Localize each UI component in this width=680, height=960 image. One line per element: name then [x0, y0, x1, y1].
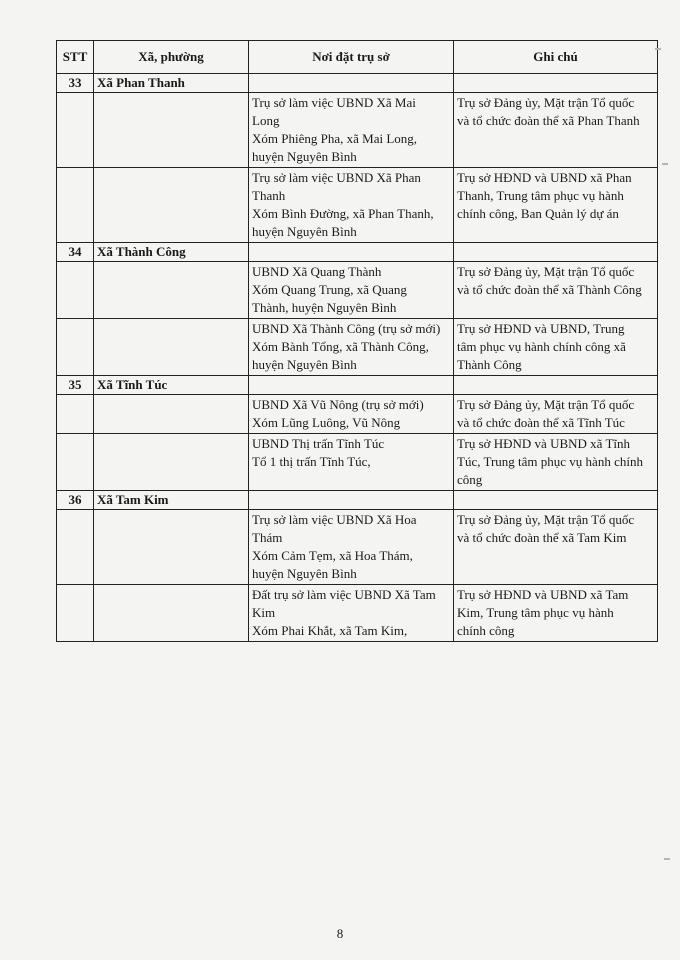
location-cell	[249, 510, 454, 585]
location-line: Xóm Phiêng Pha, xã Mai Long,	[252, 131, 418, 146]
group-commune-name: Xã Tam Kim	[94, 491, 249, 510]
scan-speck	[664, 858, 670, 860]
note-line: Trụ sở HĐND và UBND xã Tĩnh	[457, 436, 630, 451]
location-line: Xóm Bành Tổng, xã Thành Công,	[252, 339, 429, 354]
note-line: và tổ chức đoàn thể xã Phan Thanh	[457, 113, 640, 128]
empty-cell	[94, 319, 249, 376]
empty-cell	[454, 376, 658, 395]
note-line: Trụ sở Đảng ủy, Mặt trận Tổ quốc	[457, 264, 635, 279]
empty-cell	[94, 262, 249, 319]
empty-cell	[94, 93, 249, 168]
note-line: chính công	[457, 623, 515, 638]
empty-cell	[249, 376, 454, 395]
note-line: Trụ sở Đảng ủy, Mặt trận Tổ quốc	[457, 95, 635, 110]
location-line: Xóm Phai Khắt, xã Tam Kim,	[252, 623, 408, 638]
group-commune-name: Xã Thành Công	[94, 243, 249, 262]
header-commune: Xã, phường	[94, 41, 249, 74]
empty-cell	[57, 168, 94, 243]
note-line: Trụ sở HĐND và UBND xã Phan	[457, 170, 632, 185]
scan-speck	[662, 163, 668, 165]
empty-cell	[57, 510, 94, 585]
note-line: Trụ sở HĐND và UBND, Trung	[457, 321, 625, 336]
note-line: Thành Công	[457, 357, 522, 372]
table-row	[57, 319, 658, 376]
location-line: Trụ sở làm việc UBND Xã Phan	[252, 170, 421, 185]
location-line: Long	[252, 113, 280, 128]
note-cell	[454, 262, 658, 319]
location-line: Trụ sở làm việc UBND Xã Mai	[252, 95, 416, 110]
location-cell	[249, 395, 454, 434]
empty-cell	[94, 434, 249, 491]
note-cell	[454, 585, 658, 642]
empty-cell	[249, 243, 454, 262]
location-line: huyện Nguyên Bình	[252, 224, 357, 239]
empty-cell	[249, 491, 454, 510]
location-line: UBND Xã Thành Công (trụ sở mới)	[252, 321, 441, 336]
note-cell	[454, 319, 658, 376]
note-line: tâm phục vụ hành chính công xã	[457, 339, 626, 354]
table-row	[57, 434, 658, 491]
location-cell	[249, 168, 454, 243]
group-stt: 33	[57, 74, 94, 93]
note-line: và tổ chức đoàn thể xã Tĩnh Túc	[457, 415, 625, 430]
note-line: chính công, Ban Quản lý dự án	[457, 206, 619, 221]
table-header-row	[57, 41, 658, 74]
empty-cell	[94, 168, 249, 243]
location-line: Xóm Lũng Luông, Vũ Nông	[252, 415, 401, 430]
group-stt: 36	[57, 491, 94, 510]
group-commune-name: Xã Phan Thanh	[94, 74, 249, 93]
location-line: Kim	[252, 605, 276, 620]
location-cell	[249, 585, 454, 642]
location-line: Trụ sở làm việc UBND Xã Hoa	[252, 512, 417, 527]
note-cell	[454, 93, 658, 168]
page-number: 8	[336, 926, 344, 941]
table-row	[57, 585, 658, 642]
note-line: Trụ sở Đảng ủy, Mặt trận Tổ quốc	[457, 397, 635, 412]
scan-speck	[655, 48, 661, 50]
location-line: Xóm Quang Trung, xã Quang	[252, 282, 407, 297]
table-row	[57, 395, 658, 434]
empty-cell	[94, 585, 249, 642]
empty-cell	[454, 491, 658, 510]
empty-cell	[249, 74, 454, 93]
table-row	[57, 262, 658, 319]
empty-cell	[57, 585, 94, 642]
table-row	[57, 510, 658, 585]
location-line: Xóm Bình Đường, xã Phan Thanh,	[252, 206, 434, 221]
note-cell	[454, 434, 658, 491]
note-line: và tổ chức đoàn thể xã Tam Kim	[457, 530, 627, 545]
empty-cell	[454, 74, 658, 93]
note-line: Thanh, Trung tâm phục vụ hành	[457, 188, 624, 203]
location-line: UBND Xã Quang Thành	[252, 264, 382, 279]
table-row	[57, 93, 658, 168]
location-line: Thám	[252, 530, 283, 545]
note-cell	[454, 168, 658, 243]
location-line: Xóm Cảm Tẹm, xã Hoa Thám,	[252, 548, 413, 563]
group-row	[57, 243, 658, 262]
location-line: Tổ 1 thị trấn Tĩnh Túc,	[252, 454, 371, 469]
empty-cell	[454, 243, 658, 262]
header-note: Ghi chú	[454, 41, 658, 74]
group-commune-name: Xã Tĩnh Túc	[94, 376, 249, 395]
note-line: Trụ sở HĐND và UBND xã Tam	[457, 587, 629, 602]
note-line: Kim, Trung tâm phục vụ hành	[457, 605, 614, 620]
header-location: Nơi đặt trụ sở	[249, 41, 454, 74]
location-cell	[249, 93, 454, 168]
table-row	[57, 168, 658, 243]
location-cell	[249, 434, 454, 491]
empty-cell	[94, 510, 249, 585]
location-line: Đất trụ sở làm việc UBND Xã Tam	[252, 587, 436, 602]
group-row	[57, 376, 658, 395]
note-line: công	[457, 472, 483, 487]
location-line: UBND Xã Vũ Nông (trụ sở mới)	[252, 397, 424, 412]
group-stt: 34	[57, 243, 94, 262]
location-line: Thanh	[252, 188, 286, 203]
empty-cell	[57, 395, 94, 434]
note-line: Túc, Trung tâm phục vụ hành chính	[457, 454, 643, 469]
empty-cell	[94, 395, 249, 434]
header-stt: STT	[57, 41, 94, 74]
location-line: huyện Nguyên Bình	[252, 566, 357, 581]
empty-cell	[57, 434, 94, 491]
note-line: và tổ chức đoàn thể xã Thành Công	[457, 282, 642, 297]
group-row	[57, 74, 658, 93]
location-line: UBND Thị trấn Tĩnh Túc	[252, 436, 385, 451]
empty-cell	[57, 93, 94, 168]
group-row	[57, 491, 658, 510]
empty-cell	[57, 262, 94, 319]
location-line: huyện Nguyên Bình	[252, 357, 357, 372]
note-cell	[454, 510, 658, 585]
location-line: Thành, huyện Nguyên Bình	[252, 300, 397, 315]
location-cell	[249, 319, 454, 376]
table-body	[57, 74, 658, 642]
location-line: huyện Nguyên Bình	[252, 149, 357, 164]
headquarters-table	[56, 40, 658, 642]
location-cell	[249, 262, 454, 319]
note-line: Trụ sở Đảng ủy, Mặt trận Tổ quốc	[457, 512, 635, 527]
empty-cell	[57, 319, 94, 376]
group-stt: 35	[57, 376, 94, 395]
note-cell	[454, 395, 658, 434]
